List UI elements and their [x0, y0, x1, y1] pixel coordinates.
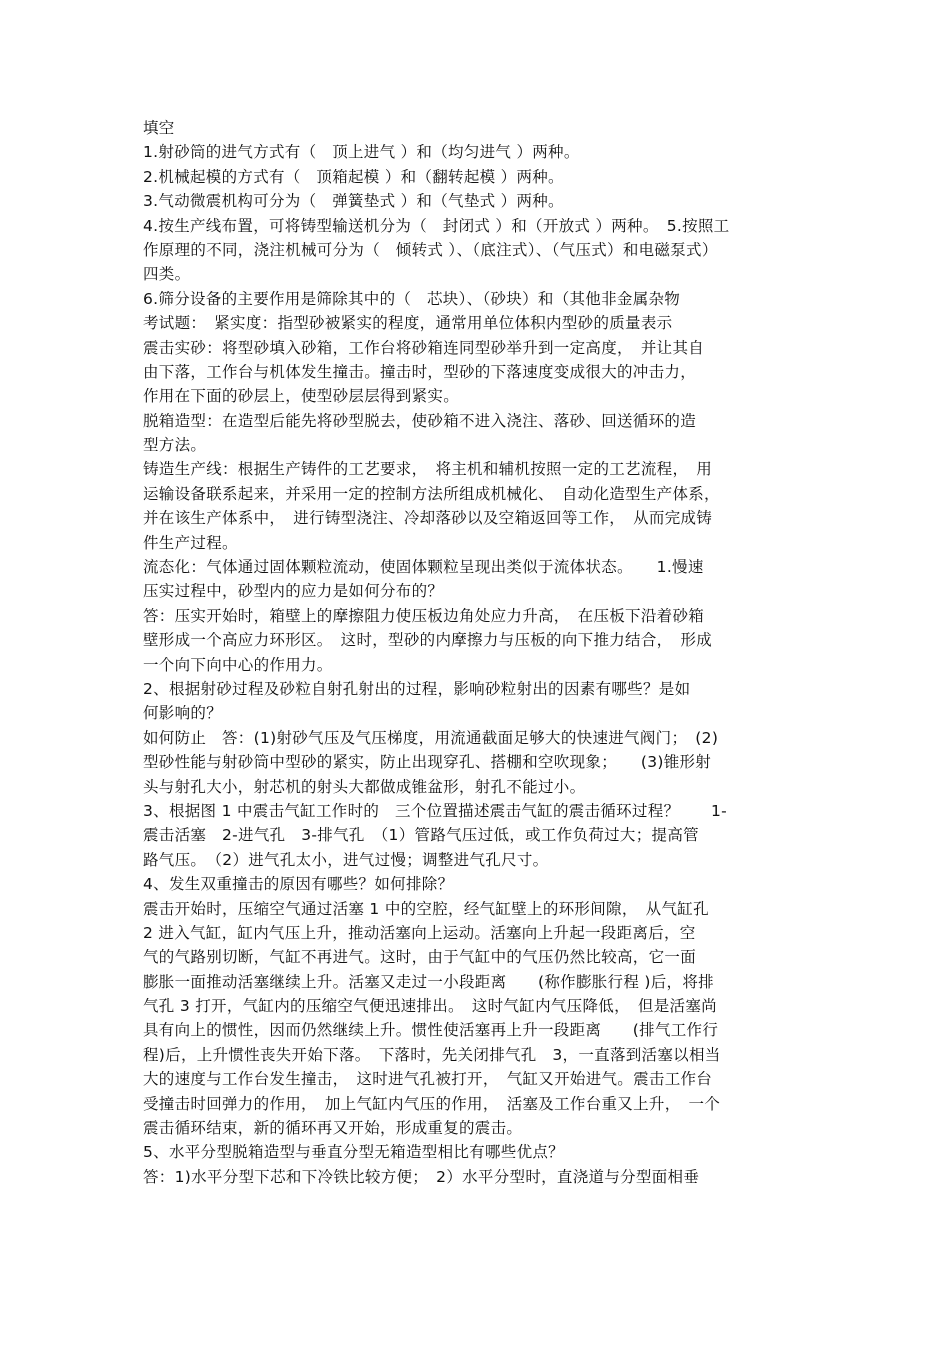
text-line: 4、发生双重撞击的原因有哪些？如何排除？	[143, 875, 454, 894]
text-line: 程)后，上升惯性丧失开始下落。 下落时，先关闭排气孔 3，一直落到活塞以相当	[143, 1045, 721, 1064]
text-line: 3、根据图 1 中震击气缸工作时的 三个位置描述震击气缸的震击循环过程？ 1-	[143, 801, 728, 820]
text-line: 作原理的不同，浇注机械可分为（ 倾转式 ）、（底注式）、（气压式）和电磁泵式）	[143, 240, 718, 259]
text-line: 型方法。	[143, 436, 207, 455]
text-line: 5、水平分型脱箱造型与垂直分型无箱造型相比有哪些优点？	[143, 1143, 564, 1162]
section-heading: 填空	[143, 119, 175, 137]
text-line: 大的速度与工作台发生撞击， 这时进气孔被打开， 气缸又开始进气。震击工作台	[143, 1070, 713, 1089]
text-line: 压实过程中，砂型内的应力是如何分布的？	[143, 582, 444, 601]
text-line: 答：1)水平分型下芯和下冷铁比较方便； 2）水平分型时，直浇道与分型面相垂	[143, 1167, 700, 1186]
text-line: 震击开始时，压缩空气通过活塞 1 中的空腔，经气缸壁上的环形间隙， 从气缸孔	[143, 899, 709, 918]
text-line: 4.按生产线布置，可将铸型输送机分为（ 封闭式 ）和（开放式 ）两种。 5.按照工	[143, 216, 730, 235]
text-line: 何影响的？	[143, 704, 223, 723]
text-line: 受撞击时回弹力的作用， 加上气缸内气压的作用， 活塞及工作台重又上升， 一个	[143, 1094, 721, 1113]
text-line: 气的气路别切断，气缸不再进气。这时，由于气缸中的气压仍然比较高，它一面	[143, 948, 697, 967]
text-line: 头与射孔大小，射芯机的射头大都做成锥盆形，射孔不能过小。	[143, 777, 586, 796]
text-line: 件生产过程。	[143, 533, 238, 552]
text-line: 膨胀一面推动活塞继续上升。活塞又走过一小段距离 (称作膨胀行程 )后，将排	[143, 972, 714, 991]
text-line: 由下落，工作台与机体发生撞击。撞击时，型砂的下落速度变成很大的冲击力，	[143, 362, 697, 381]
text-line: 震击循环结束，新的循环再又开始，形成重复的震击。	[143, 1119, 523, 1138]
text-line: 答：压实开始时，箱壁上的摩擦阻力使压板边角处应力升高， 在压板下沿着砂箱	[143, 606, 705, 625]
text-line: 考试题： 紧实度：指型砂被紧实的程度，通常用单位体积内型砂的质量表示	[143, 314, 673, 333]
text-line: 3.气动微震机构可分为（ 弹簧垫式 ）和（气垫式 ）两种。	[143, 192, 564, 211]
text-line: 一个向下向中心的作用力。	[143, 655, 333, 674]
text-line: 如何防止 答：(1)射砂气压及气压梯度，用流通截面足够大的快速进气阀门； (2)	[143, 728, 719, 747]
text-line: 铸造生产线：根据生产铸件的工艺要求， 将主机和辅机按照一定的工艺流程， 用	[143, 460, 713, 479]
text-line: 四类。	[143, 265, 191, 284]
text-line: 流态化：气体通过固体颗粒流动，使固体颗粒呈现出类似于流体状态。 1.慢速	[143, 558, 704, 577]
text-line: 1.射砂筒的进气方式有（ 顶上进气 ）和（均匀进气 ）两种。	[143, 143, 580, 162]
text-line: 2、根据射砂过程及砂粒自射孔射出的过程，影响砂粒射出的因素有哪些？是如	[143, 679, 691, 698]
text-line: 路气压。 （2）进气孔太小，进气过慢；调整进气孔尺寸。	[143, 850, 549, 869]
text-line: 脱箱造型：在造型后能先将砂型脱去，使砂箱不进入浇注、落砂、回送循环的造	[143, 411, 697, 430]
text-line: 具有向上的惯性，因而仍然继续上升。惯性使活塞再上升一段距离 (排气工作行	[143, 1021, 719, 1040]
text-line: 震击活塞 2-进气孔 3-排气孔 （1）管路气压过低，或工作负荷过大；提高管	[143, 826, 699, 845]
text-line: 气孔 3 打开，气缸内的压缩空气便迅速排出。 这时气缸内气压降低， 但是活塞尚	[143, 997, 717, 1016]
text-line: 2.机械起模的方式有（ 顶箱起模 ）和（翻转起模 ）两种。	[143, 167, 564, 186]
text-line: 震击实砂：将型砂填入砂箱，工作台将砂箱连同型砂举升到一定高度， 并让其自	[143, 338, 705, 357]
text-line: 并在该生产体系中， 进行铸型浇注、冷却落砂以及空箱返回等工作， 从而完成铸	[143, 509, 713, 528]
document-page	[143, 116, 811, 1189]
text-line: 2 进入气缸，缸内气压上升，推动活塞向上运动。活塞向上升起一段距离后，空	[143, 923, 696, 942]
text-line: 型砂性能与射砂筒中型砂的紧实，防止出现穿孔、搭棚和空吹现象； (3)锥形射	[143, 753, 712, 772]
text-line: 运输设备联系起来，并采用一定的控制方法所组成机械化、 自动化造型生产体系，	[143, 484, 720, 503]
text-line: 作用在下面的砂层上，使型砂层层得到紧实。	[143, 387, 460, 406]
text-line: 壁形成一个高应力环形区。 这时，型砂的内摩擦力与压板的向下推力结合， 形成	[143, 631, 713, 650]
text-line: 6.筛分设备的主要作用是筛除其中的（ 芯块）、（砂块）和（其他非金属杂物	[143, 289, 681, 308]
